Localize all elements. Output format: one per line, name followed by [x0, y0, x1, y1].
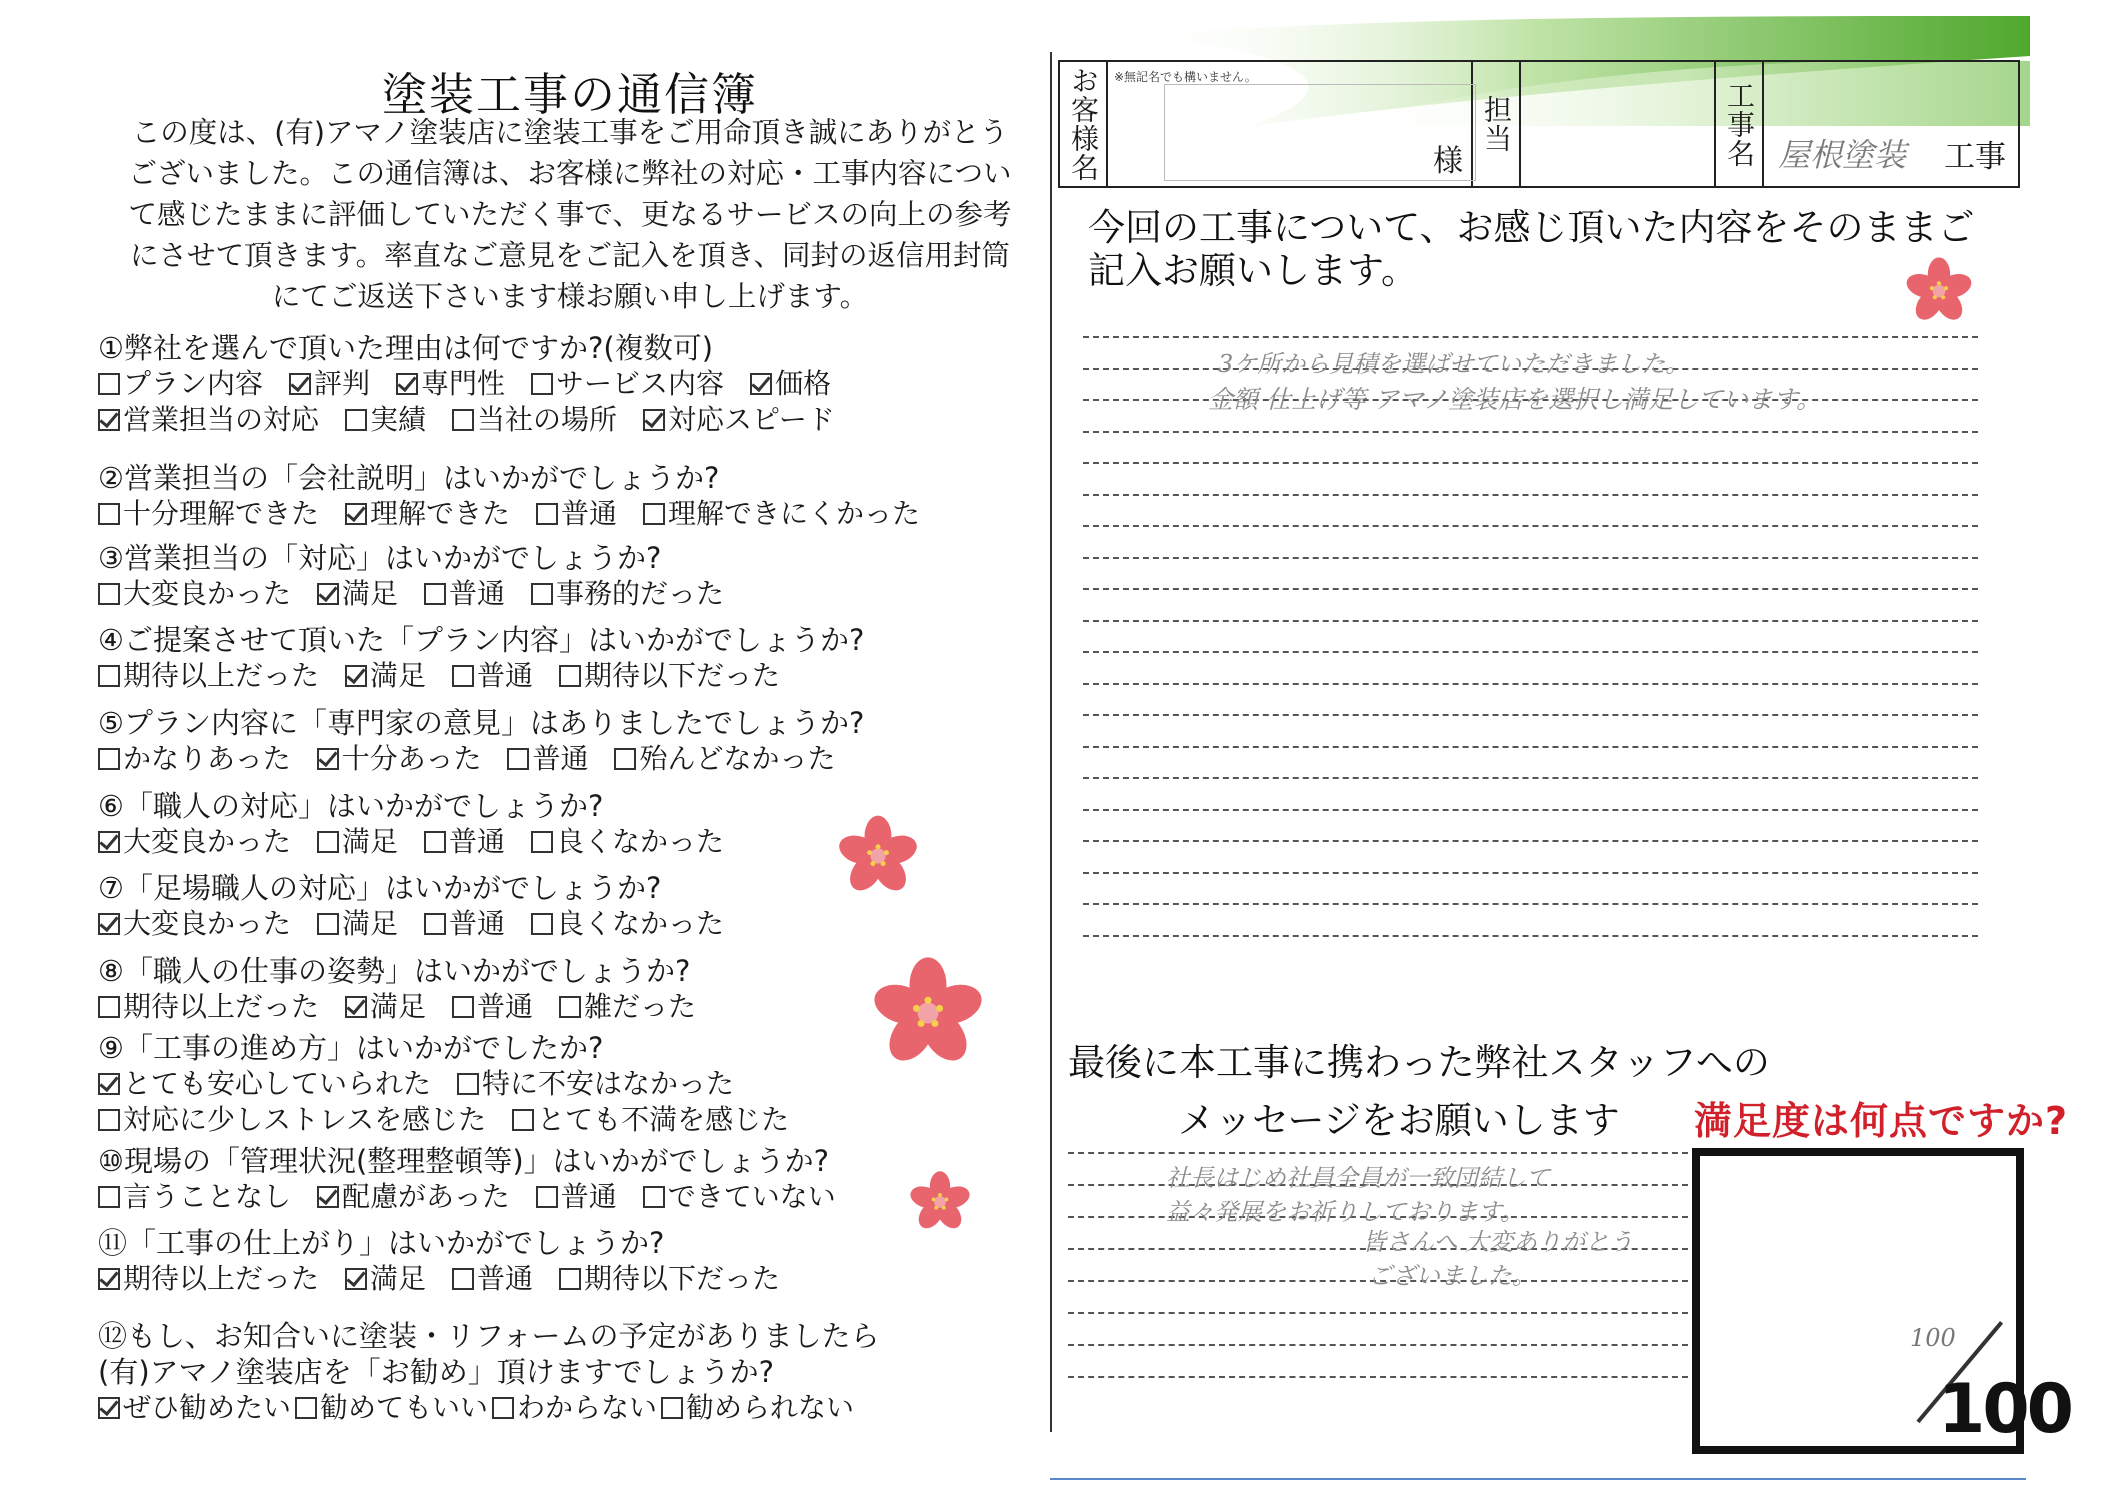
unchecked-box-icon[interactable]: [531, 373, 553, 395]
unchecked-box-icon[interactable]: [317, 831, 339, 853]
checked-box-icon[interactable]: [345, 665, 367, 687]
score-value: 100: [1938, 1370, 2071, 1449]
checked-box-icon[interactable]: [643, 409, 665, 431]
question-11: [98, 1225, 1038, 1297]
page-title: 塗装工事の通信簿: [381, 68, 758, 121]
ruled-line: [1083, 588, 1978, 590]
option-label: 勧められない: [686, 1391, 855, 1424]
unchecked-box-icon[interactable]: [98, 1109, 120, 1131]
ruled-line: [1083, 777, 1978, 779]
score-heading: 満足度は何点ですか?: [1694, 1099, 2069, 1143]
option-label: 満足: [342, 825, 399, 858]
unchecked-box-icon[interactable]: [492, 1397, 514, 1419]
question-2: [98, 460, 1038, 532]
option-checkbox[interactable]: [531, 824, 724, 860]
checked-box-icon[interactable]: [98, 1073, 120, 1095]
unchecked-box-icon[interactable]: [98, 1186, 120, 1208]
work-name-field[interactable]: [1764, 62, 2018, 186]
question-text: ④ご提案させて頂いた「プラン内容」はいかがでしょうか?: [98, 623, 865, 657]
option-checkbox[interactable]: [98, 824, 291, 860]
unchecked-box-icon[interactable]: [452, 665, 474, 687]
option-label: 良くなかった: [556, 907, 725, 940]
unchecked-box-icon[interactable]: [559, 1268, 581, 1290]
unchecked-box-icon[interactable]: [98, 748, 120, 770]
option-checkbox[interactable]: [98, 741, 291, 777]
option-label: とても安心していられた: [123, 1067, 432, 1100]
unchecked-box-icon[interactable]: [98, 583, 120, 605]
question-text: ⑥「職人の対応」はいかがでしょうか?: [98, 789, 604, 823]
question-5: [98, 705, 1038, 777]
option-checkbox[interactable]: [289, 366, 370, 402]
checked-box-icon[interactable]: [750, 373, 772, 395]
option-label: 価格: [775, 367, 832, 400]
option-label: 評判: [314, 367, 371, 400]
question-1: [98, 330, 1038, 438]
unchecked-box-icon[interactable]: [424, 831, 446, 853]
ruled-line: [1068, 1312, 1688, 1314]
option-label: 期待以上だった: [123, 1262, 320, 1295]
option-label: 特に不安はなかった: [482, 1067, 735, 1100]
ruled-line: [1083, 683, 1978, 685]
ruled-line: [1068, 1152, 1688, 1154]
option-checkbox[interactable]: [317, 1179, 510, 1215]
question-text: ⑧「職人の仕事の姿勢」はいかがでしょうか?: [98, 954, 691, 988]
option-label: 普通: [561, 497, 618, 530]
option-row: [98, 1102, 1038, 1138]
option-checkbox[interactable]: [643, 1179, 836, 1215]
staff-label-cell: [1473, 62, 1521, 186]
question-text: ①弊社を選んで頂いた理由は何ですか?(複数可): [98, 331, 714, 365]
option-checkbox[interactable]: [559, 989, 696, 1025]
checked-box-icon[interactable]: [345, 503, 367, 525]
handwritten-message-line: 益々発展をお祈りしております。: [1166, 1198, 1525, 1226]
ruled-line: [1083, 651, 1978, 653]
option-label: 大変良かった: [123, 577, 292, 610]
customer-label-cell: [1060, 62, 1108, 186]
option-label: 大変良かった: [123, 907, 292, 940]
unchecked-box-icon[interactable]: [661, 1397, 683, 1419]
checked-box-icon[interactable]: [396, 373, 418, 395]
option-checkbox[interactable]: [317, 576, 398, 612]
ruled-line: [1083, 840, 1978, 842]
checked-box-icon[interactable]: [289, 373, 311, 395]
work-label-cell: [1716, 62, 1764, 186]
option-checkbox[interactable]: [531, 366, 724, 402]
option-checkbox[interactable]: [98, 1102, 486, 1138]
option-label: 満足: [342, 577, 399, 610]
unchecked-box-icon[interactable]: [98, 503, 120, 525]
ruled-line: [1083, 872, 1978, 874]
option-checkbox[interactable]: [295, 1390, 488, 1426]
option-checkbox[interactable]: [457, 1066, 734, 1102]
option-checkbox[interactable]: [643, 402, 835, 438]
question-12: [98, 1318, 1038, 1426]
option-row: [98, 1390, 1038, 1426]
cherry-blossom-icon: [908, 1170, 972, 1234]
option-label: 事務的だった: [556, 577, 725, 610]
option-label: 期待以下だった: [584, 659, 781, 692]
ruled-line: [1083, 494, 1978, 496]
option-checkbox[interactable]: [345, 658, 426, 694]
option-checkbox[interactable]: [507, 741, 588, 777]
work-label: 工事名: [1723, 80, 1756, 168]
checked-box-icon[interactable]: [317, 583, 339, 605]
customer-suffix: 様: [1433, 144, 1463, 179]
option-label: 十分あった: [341, 742, 482, 775]
option-label: 普通: [449, 907, 506, 940]
checked-box-icon[interactable]: [98, 409, 120, 431]
unchecked-box-icon[interactable]: [457, 1073, 479, 1095]
option-label: 十分理解できた: [123, 497, 320, 530]
unchecked-box-icon[interactable]: [536, 1186, 558, 1208]
option-label: 実績: [370, 403, 427, 436]
customer-name-box: [1164, 84, 1476, 181]
option-checkbox[interactable]: [345, 402, 426, 438]
bottom-rule: [1050, 1478, 2026, 1480]
ruled-line: [1083, 746, 1978, 748]
comment-heading: 今回の工事について、お感じ頂いた内容をそのままご記入お願いします。: [1088, 206, 1975, 292]
checked-box-icon[interactable]: [98, 1268, 120, 1290]
checked-box-icon[interactable]: [345, 1268, 367, 1290]
option-row: [98, 1066, 1038, 1102]
unchecked-box-icon[interactable]: [424, 583, 446, 605]
question-text: ②営業担当の「会社説明」はいかがでしょうか?: [98, 461, 720, 495]
header-table: [1058, 60, 2020, 188]
ruled-line: [1083, 714, 1978, 716]
option-checkbox[interactable]: [98, 1390, 291, 1426]
message-heading-line1: 最後に本工事に携わった弊社スタッフへの: [1068, 1041, 1770, 1084]
staff-field[interactable]: [1521, 62, 1716, 186]
checked-box-icon[interactable]: [317, 1186, 339, 1208]
option-checkbox[interactable]: [614, 741, 835, 777]
handwritten-comment-line: 3ケ所から見積を選ばせていただきました。: [1218, 350, 1690, 378]
option-checkbox[interactable]: [559, 658, 780, 694]
option-label: 専門性: [421, 367, 506, 400]
unchecked-box-icon[interactable]: [98, 373, 120, 395]
option-label: とても不満を感じた: [537, 1103, 790, 1136]
unchecked-box-icon[interactable]: [317, 913, 339, 935]
option-label: 満足: [342, 907, 399, 940]
option-checkbox[interactable]: [317, 741, 482, 777]
question-text: ⑫もし、お知合いに塗装・リフォームの予定がありましたら: [98, 1319, 880, 1353]
question-4: [98, 622, 1038, 694]
option-checkbox[interactable]: [98, 1179, 291, 1215]
option-checkbox[interactable]: [98, 906, 291, 942]
work-suffix: 工事: [1944, 139, 2006, 175]
option-checkbox[interactable]: [317, 906, 398, 942]
handwritten-message-line: ございました。: [1368, 1262, 1536, 1290]
unchecked-box-icon[interactable]: [614, 748, 636, 770]
option-label: 殆んどなかった: [639, 742, 836, 775]
score-handwritten: 100: [1910, 1324, 1956, 1352]
customer-note: ※無記名でも構いません。: [1114, 70, 1257, 84]
option-label: 営業担当の対応: [123, 403, 320, 436]
option-checkbox[interactable]: [536, 1179, 617, 1215]
ruled-line: [1083, 462, 1978, 464]
option-checkbox[interactable]: [661, 1390, 854, 1426]
option-label: 普通: [560, 1180, 617, 1213]
option-label: 理解できた: [370, 497, 511, 530]
option-label: 普通: [449, 825, 506, 858]
handwritten-message-line: 社長はじめ社員全員が一致団結して: [1166, 1164, 1550, 1192]
option-label: 配慮があった: [342, 1180, 510, 1213]
ruled-line: [1083, 903, 1978, 905]
ruled-line: [1083, 809, 1978, 811]
ruled-line: [1083, 431, 1978, 433]
ruled-line: [1083, 525, 1978, 527]
unchecked-box-icon[interactable]: [559, 996, 581, 1018]
option-label: 良くなかった: [556, 825, 725, 858]
option-label: 普通: [477, 990, 534, 1023]
option-checkbox[interactable]: [98, 496, 319, 532]
option-checkbox[interactable]: [98, 366, 263, 402]
intro-paragraph: この度は、(有)アマノ塗装店に塗装工事をご用命頂き誠にありがとうございました。この通信簿は、お客様に弊社の対応・工事内容について感じたままに評価していただく事で、更なるサービスの向上の参考にさせて頂きます。率直なご意見をご記入を頂き、同封の返信用封筒にてご返送下さいます様お願い申し上げます。: [128, 116, 1012, 313]
option-checkbox[interactable]: [512, 1102, 789, 1138]
option-label: 普通: [532, 742, 589, 775]
ruled-line: [1083, 336, 1978, 338]
option-checkbox[interactable]: [531, 906, 724, 942]
option-row: [98, 1179, 1038, 1215]
option-label: 普通: [477, 659, 534, 692]
option-row: [98, 1261, 1038, 1297]
option-label: 普通: [449, 577, 506, 610]
option-label: 勧めてもいい: [320, 1391, 489, 1424]
checked-box-icon[interactable]: [98, 1397, 120, 1419]
option-label: 普通: [477, 1262, 534, 1295]
option-label: 期待以上だった: [123, 659, 320, 692]
option-label: 雑だった: [584, 990, 697, 1023]
option-label: 対応に少しストレスを感じた: [123, 1103, 487, 1136]
option-checkbox[interactable]: [98, 658, 319, 694]
ruled-line: [1083, 935, 1978, 937]
question-text-line2: (有)アマノ塗装店を「お勧め」頂けますでしょうか?: [98, 1355, 775, 1389]
option-row: [98, 741, 1038, 777]
option-label: 期待以上だった: [123, 990, 320, 1023]
unchecked-box-icon[interactable]: [559, 665, 581, 687]
panel-divider: [1050, 52, 1052, 1432]
option-row: [98, 496, 1038, 532]
option-checkbox[interactable]: [492, 1390, 657, 1426]
unchecked-box-icon[interactable]: [345, 409, 367, 431]
option-checkbox[interactable]: [424, 906, 505, 942]
option-label: 満足: [370, 659, 427, 692]
option-label: 満足: [370, 1262, 427, 1295]
option-checkbox[interactable]: [452, 658, 533, 694]
unchecked-box-icon[interactable]: [643, 1186, 665, 1208]
unchecked-box-icon[interactable]: [452, 1268, 474, 1290]
option-label: 大変良かった: [123, 825, 292, 858]
option-label: プラン内容: [123, 367, 264, 400]
question-text: ③営業担当の「対応」はいかがでしょうか?: [98, 541, 662, 575]
checked-box-icon[interactable]: [98, 913, 120, 935]
option-checkbox[interactable]: [559, 1261, 780, 1297]
unchecked-box-icon[interactable]: [536, 503, 558, 525]
option-checkbox[interactable]: [98, 1261, 319, 1297]
question-10: [98, 1143, 1038, 1215]
question-text: ⑩現場の「管理状況(整理整頓等)」はいかがでしょうか?: [98, 1144, 830, 1178]
option-checkbox[interactable]: [396, 366, 505, 402]
option-checkbox[interactable]: [531, 576, 724, 612]
message-heading-line2: メッセージをお願いします: [1178, 1099, 1620, 1142]
handwritten-message-line: 皆さんへ 大変ありがとう: [1362, 1228, 1634, 1256]
option-checkbox[interactable]: [424, 576, 505, 612]
option-label: サービス内容: [556, 367, 725, 400]
question-text: ⑤プラン内容に「専門家の意見」はありましたでしょうか?: [98, 706, 865, 740]
option-row: [98, 906, 1038, 942]
checked-box-icon[interactable]: [345, 996, 367, 1018]
option-checkbox[interactable]: [98, 989, 319, 1025]
question-text: ⑪「工事の仕上がり」はいかがでしょうか?: [98, 1226, 665, 1260]
option-checkbox[interactable]: [452, 1261, 533, 1297]
cherry-blossom-icon: [870, 955, 986, 1071]
option-label: 満足: [370, 990, 427, 1023]
ruled-line: [1068, 1376, 1688, 1378]
option-checkbox[interactable]: [345, 1261, 426, 1297]
handwritten-comment-line: 金額 仕上げ等 アマノ塗装店を選択し満足しています。: [1208, 385, 1822, 414]
survey-panel: [0, 0, 1040, 1496]
customer-label: お客様名: [1067, 66, 1100, 182]
option-checkbox[interactable]: [345, 496, 510, 532]
unchecked-box-icon[interactable]: [452, 996, 474, 1018]
option-checkbox[interactable]: [98, 576, 291, 612]
ruled-line: [1083, 557, 1978, 559]
unchecked-box-icon[interactable]: [295, 1397, 317, 1419]
unchecked-box-icon[interactable]: [98, 665, 120, 687]
unchecked-box-icon[interactable]: [507, 748, 529, 770]
unchecked-box-icon[interactable]: [98, 996, 120, 1018]
option-label: できていない: [667, 1180, 836, 1213]
unchecked-box-icon[interactable]: [512, 1109, 534, 1131]
option-label: ぜひ勧めたい: [123, 1391, 292, 1424]
checked-box-icon[interactable]: [317, 748, 339, 770]
unchecked-box-icon[interactable]: [452, 409, 474, 431]
option-label: 言うことなし: [123, 1180, 292, 1213]
question-text: ⑨「工事の進め方」はいかがでしたか?: [98, 1031, 604, 1065]
option-checkbox[interactable]: [452, 989, 533, 1025]
option-checkbox[interactable]: [536, 496, 617, 532]
option-row: [98, 402, 1038, 438]
work-name-value: 屋根塗装: [1778, 136, 1907, 174]
option-label: 期待以下だった: [584, 1262, 781, 1295]
unchecked-box-icon[interactable]: [531, 913, 553, 935]
option-checkbox[interactable]: [750, 366, 831, 402]
question-3: [98, 540, 1038, 612]
cherry-blossom-icon: [836, 814, 920, 898]
option-label: 対応スピード: [668, 403, 835, 436]
unchecked-box-icon[interactable]: [531, 831, 553, 853]
option-label: 理解できにくかった: [668, 497, 921, 530]
option-checkbox[interactable]: [424, 824, 505, 860]
option-checkbox[interactable]: [643, 496, 920, 532]
option-checkbox[interactable]: [317, 824, 398, 860]
unchecked-box-icon[interactable]: [424, 913, 446, 935]
option-checkbox[interactable]: [452, 402, 617, 438]
ruled-line: [1083, 620, 1978, 622]
option-checkbox[interactable]: [98, 1066, 431, 1102]
option-checkbox[interactable]: [345, 989, 426, 1025]
customer-name-field[interactable]: [1108, 62, 1473, 186]
option-row: [98, 576, 1038, 612]
question-text: ⑦「足場職人の対応」はいかがでしょうか?: [98, 871, 662, 905]
option-label: わからない: [517, 1391, 658, 1424]
unchecked-box-icon[interactable]: [643, 503, 665, 525]
option-checkbox[interactable]: [98, 402, 319, 438]
checked-box-icon[interactable]: [98, 831, 120, 853]
option-row: [98, 366, 1038, 402]
option-label: 当社の場所: [477, 403, 618, 436]
staff-label: 担当: [1480, 95, 1513, 153]
unchecked-box-icon[interactable]: [531, 583, 553, 605]
ruled-line: [1068, 1344, 1688, 1346]
score-box[interactable]: [1692, 1148, 2071, 1454]
option-row: [98, 658, 1038, 694]
option-label: かなりあった: [123, 742, 291, 775]
